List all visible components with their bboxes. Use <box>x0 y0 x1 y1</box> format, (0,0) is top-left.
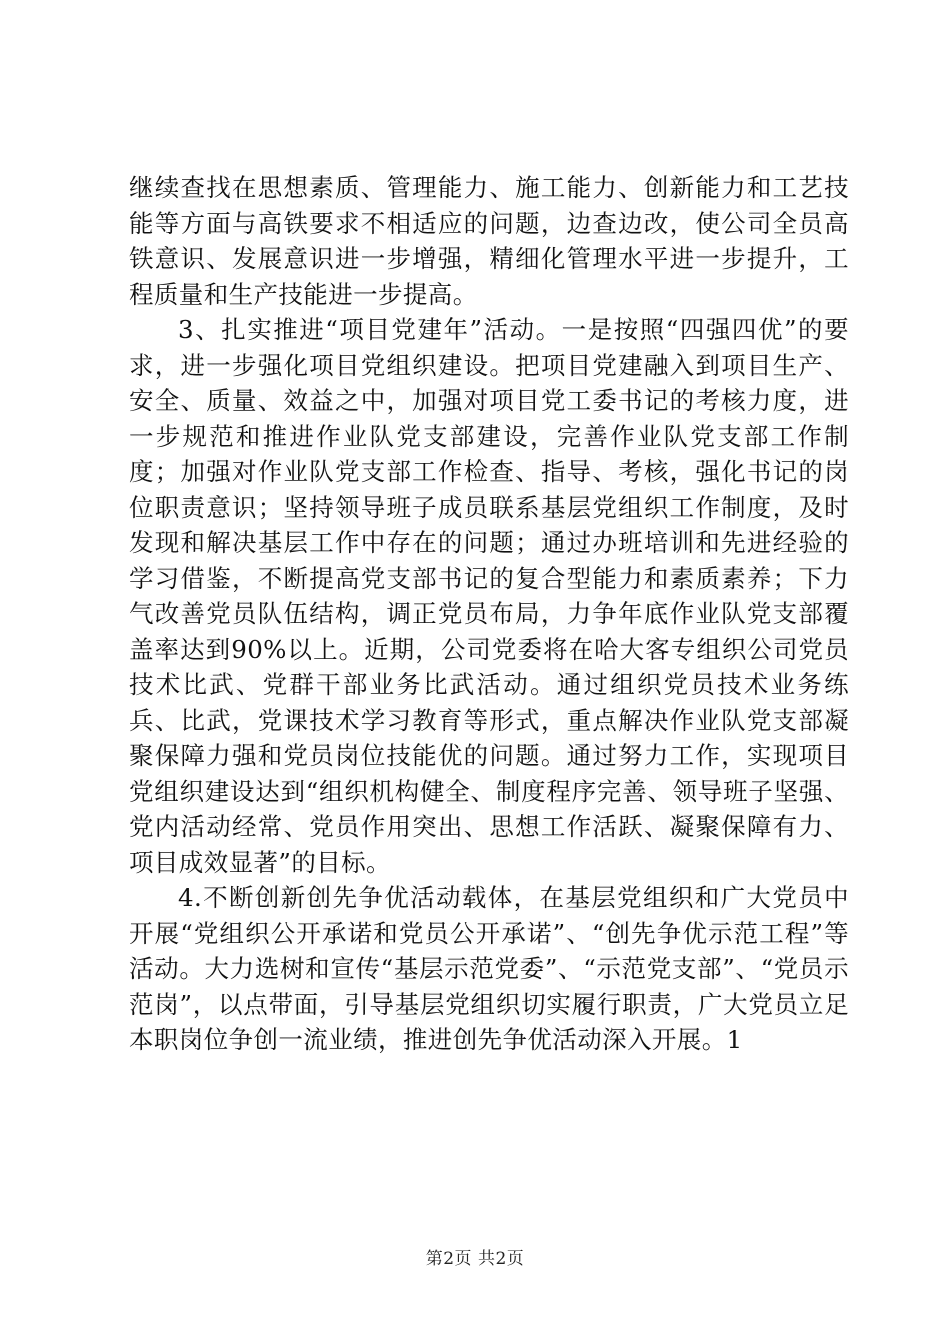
paragraph-continuation: 继续查找在思想素质、管理能力、施工能力、创新能力和工艺技能等方面与高铁要求不相适应的问题，边查边改，使公司全员高铁意识、发展意识进一步增强，精细化管理水平进一步提升，工程质量和生产技能进一步提高。 <box>129 173 849 309</box>
paragraph-item-4: 4.不断创新创先争优活动载体，在基层党组织和广大党员中开展“党组织公开承诺和党员公开承诺”、“创先争优示范工程”等活动。大力选树和宣传“基层示范党委”、“示范党支部”、“党员示范岗”，以点带面，引导基层党组织切实履行职责，广大党员立足本职岗位争创一流业绩，推进创先争优活动深入开展。1 <box>129 883 849 1054</box>
document-body <box>129 170 849 1058</box>
page-footer: 第2页 共2页 <box>425 1249 525 1269</box>
paragraph-item-3: 3、扎实推进“项目党建年”活动。一是按照“四强四优”的要求，进一步强化项目党组织建设。把项目党建融入到项目生产、安全、质量、效益之中，加强对项目党工委书记的考核力度，进一步规范和推进作业队党支部建设，完善作业队党支部工作制度；加强对作业队党支部工作检查、指导、考核，强化书记的岗位职责意识；坚持领导班子成员联系基层党组织工作制度，及时发现和解决基层工作中存在的问题；通过办班培训和先进经验的学习借鉴，不断提高党支部书记的复合型能力和素质素养；下力气改善党员队伍结构，调正党员布局，力争年底作业队党支部覆盖率达到90%以上。近期，公司党委将在哈大客专组织公司党员技术比武、党群干部业务比武活动。通过组织党员技术业务练兵、比武，党课技术学习教育等形式，重点解决作业队党支部凝聚保障力强和党员岗位技能优的问题。通过努力工作，实现项目党组织建设达到“组织机构健全、制度程序完善、领导班子坚强、党内活动经常、党员作用突出、思想工作活跃、凝聚保障有力、项目成效显著”的目标。 <box>129 315 849 877</box>
